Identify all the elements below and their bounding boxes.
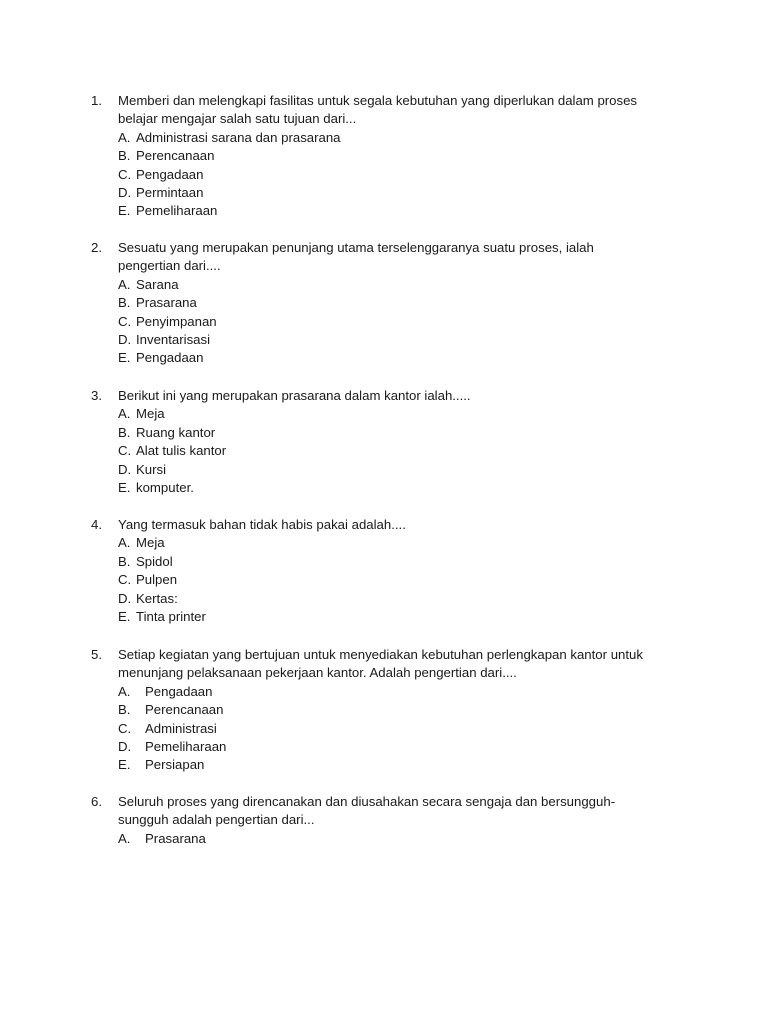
option-text: Spidol xyxy=(136,553,173,569)
option-d xyxy=(0,738,768,756)
question-text: menunjang pelaksanaan pekerjaan kantor. Adalah pengertian dari.... xyxy=(118,665,517,681)
option-letter: D. xyxy=(118,184,132,200)
question-text: belajar mengajar salah satu tujuan dari... xyxy=(118,111,357,127)
question-1 xyxy=(0,92,768,221)
question-line xyxy=(0,239,768,257)
option-b xyxy=(0,701,768,719)
option-e xyxy=(0,349,768,367)
option-a xyxy=(0,830,768,848)
option-text: Kertas: xyxy=(136,590,178,606)
question-line xyxy=(0,110,768,128)
option-letter: A. xyxy=(118,406,131,422)
question-line xyxy=(0,92,768,110)
question-number: 5. xyxy=(91,647,102,662)
option-letter: A. xyxy=(118,683,131,699)
option-text: Alat tulis kantor xyxy=(136,443,227,459)
option-text: Meja xyxy=(136,406,165,422)
option-text: Pengadaan xyxy=(145,683,213,699)
option-text: komputer. xyxy=(136,479,194,495)
option-a xyxy=(0,405,768,423)
question-4 xyxy=(0,516,768,626)
option-text: Kursi xyxy=(136,461,167,477)
option-e xyxy=(0,202,768,220)
option-b xyxy=(0,553,768,571)
option-text: Ruang kantor xyxy=(136,424,216,440)
option-letter: D. xyxy=(118,738,132,754)
option-c xyxy=(0,442,768,460)
option-text: Pengadaan xyxy=(136,350,204,366)
option-letter: E. xyxy=(118,203,131,219)
option-letter: E. xyxy=(118,608,131,624)
option-text: Pemeliharaan xyxy=(145,738,227,754)
question-number: 6. xyxy=(91,794,102,809)
option-b xyxy=(0,294,768,312)
question-text: Setiap kegiatan yang bertujuan untuk menyediakan kebutuhan perlengkapan kantor untuk xyxy=(118,647,643,662)
question-text: Memberi dan melengkapi fasilitas untuk segala kebutuhan yang diperlukan dalam proses xyxy=(118,93,638,108)
question-text: sungguh adalah pengertian dari... xyxy=(118,812,315,828)
question-line xyxy=(0,664,768,682)
option-e xyxy=(0,479,768,497)
option-text: Pengadaan xyxy=(136,166,204,182)
option-text: Permintaan xyxy=(136,184,204,200)
option-e xyxy=(0,756,768,774)
option-list xyxy=(0,683,768,775)
option-letter: B. xyxy=(118,424,131,440)
option-letter: D. xyxy=(118,461,132,477)
question-2 xyxy=(0,239,768,368)
option-c xyxy=(0,720,768,738)
option-a xyxy=(0,276,768,294)
option-text: Meja xyxy=(136,535,165,551)
question-text: Seluruh proses yang direncanakan dan diusahakan secara sengaja dan bersungguh- xyxy=(118,794,616,809)
option-d xyxy=(0,590,768,608)
option-list xyxy=(0,830,768,848)
option-text: Penyimpanan xyxy=(136,313,217,329)
option-list xyxy=(0,405,768,497)
option-a xyxy=(0,129,768,147)
option-letter: B. xyxy=(118,702,131,718)
option-text: Tinta printer xyxy=(136,608,206,624)
option-d xyxy=(0,331,768,349)
option-letter: B. xyxy=(118,553,131,569)
question-text: Sesuatu yang merupakan penunjang utama terselenggaranya suatu proses, ialah xyxy=(118,240,594,255)
option-letter: B. xyxy=(118,148,131,164)
question-line xyxy=(0,646,768,664)
option-text: Persiapan xyxy=(145,757,205,773)
option-list xyxy=(0,534,768,626)
question-line xyxy=(0,811,768,829)
question-number: 3. xyxy=(91,388,102,403)
option-d xyxy=(0,461,768,479)
option-a xyxy=(0,534,768,552)
option-b xyxy=(0,147,768,165)
option-b xyxy=(0,424,768,442)
option-c xyxy=(0,571,768,589)
option-letter: D. xyxy=(118,331,132,347)
option-text: Pemeliharaan xyxy=(136,203,218,219)
option-text: Inventarisasi xyxy=(136,331,211,347)
question-line xyxy=(0,387,768,405)
option-letter: C. xyxy=(118,313,132,329)
option-a xyxy=(0,683,768,701)
option-letter: E. xyxy=(118,757,131,773)
option-letter: C. xyxy=(118,443,132,459)
question-text: Berikut ini yang merupakan prasarana dalam kantor ialah..... xyxy=(118,388,471,403)
option-text: Administrasi sarana dan prasarana xyxy=(136,129,341,145)
option-letter: B. xyxy=(118,295,131,311)
option-text: Perencanaan xyxy=(145,702,224,718)
question-6 xyxy=(0,793,768,848)
option-letter: A. xyxy=(118,276,131,292)
option-text: Administrasi xyxy=(145,720,217,736)
option-letter: E. xyxy=(118,350,131,366)
option-letter: A. xyxy=(118,830,131,846)
question-number: 2. xyxy=(91,240,102,255)
option-text: Prasarana xyxy=(136,295,197,311)
option-c xyxy=(0,313,768,331)
option-letter: A. xyxy=(118,129,131,145)
option-letter: C. xyxy=(118,572,132,588)
option-letter: A. xyxy=(118,535,131,551)
question-number: 4. xyxy=(91,517,102,532)
option-text: Prasarana xyxy=(145,830,206,846)
question-line xyxy=(0,257,768,275)
option-d xyxy=(0,184,768,202)
option-list xyxy=(0,129,768,221)
option-text: Pulpen xyxy=(136,572,178,588)
option-c xyxy=(0,166,768,184)
option-text: Sarana xyxy=(136,276,179,292)
question-text: pengertian dari.... xyxy=(118,258,221,274)
option-e xyxy=(0,608,768,626)
option-letter: E. xyxy=(118,479,131,495)
question-text: Yang termasuk bahan tidak habis pakai adalah.... xyxy=(118,517,406,532)
option-list xyxy=(0,276,768,368)
option-letter: C. xyxy=(118,720,132,736)
question-3 xyxy=(0,387,768,497)
option-text: Perencanaan xyxy=(136,148,215,164)
question-line xyxy=(0,516,768,534)
question-number: 1. xyxy=(91,93,102,108)
question-5 xyxy=(0,646,768,775)
option-letter: D. xyxy=(118,590,132,606)
question-line xyxy=(0,793,768,811)
option-letter: C. xyxy=(118,166,132,182)
